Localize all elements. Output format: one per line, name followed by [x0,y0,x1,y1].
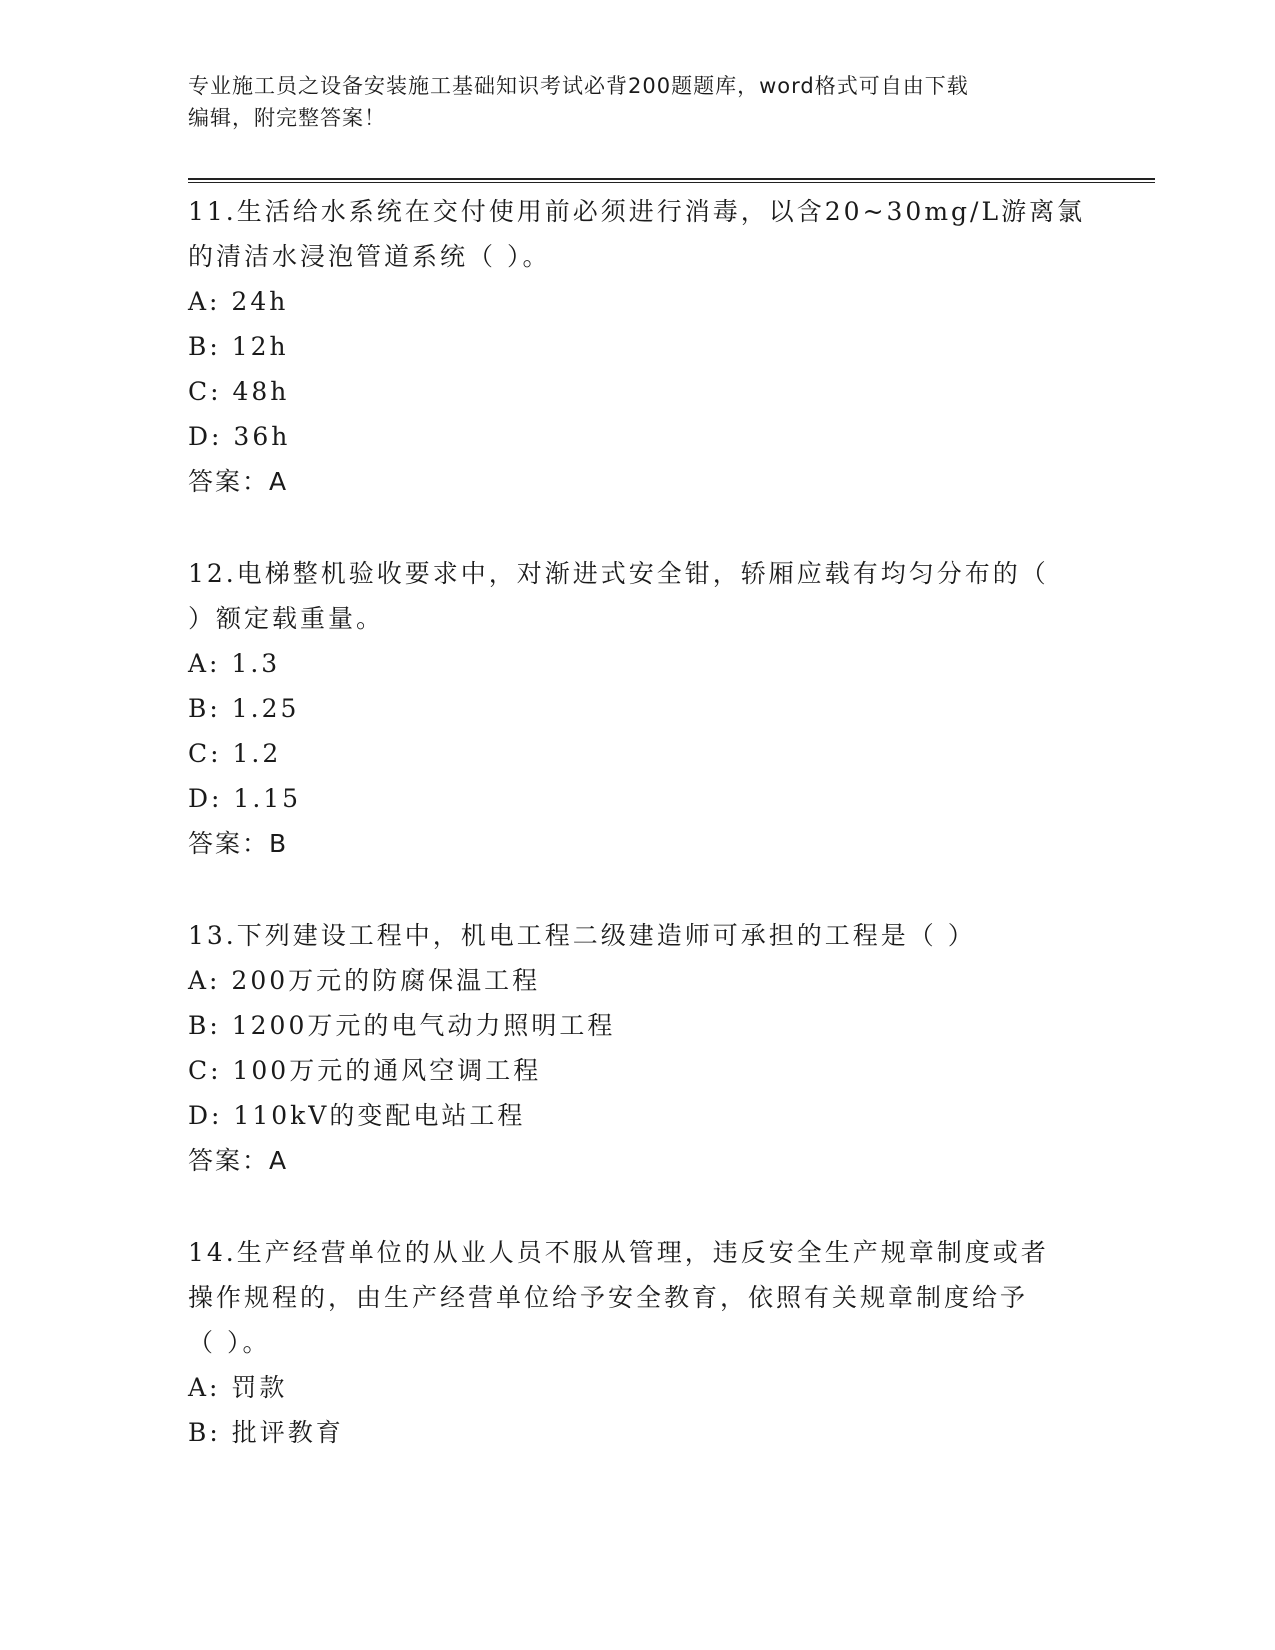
answer: 答案：B [188,829,289,858]
option-a: A: 200万元的防腐保温工程 [188,966,541,995]
option-c: C: 1.2 [188,739,282,768]
question-stem-line: 14.生产经营单位的从业人员不服从管理，违反安全生产规章制度或者 [188,1238,1049,1267]
question-stem-line: ）额定载重量。 [188,604,385,633]
question-stem-line: 11.生活给水系统在交付使用前必须进行消毒，以含20~30mg/L游离氯 [188,197,1086,226]
page-header [188,70,1068,134]
question-list [188,189,1088,1502]
option-d: D: 110kV的变配电站工程 [188,1101,526,1130]
header-line-2: 编辑，附完整答案！ [188,106,386,130]
answer: 答案：A [188,1146,289,1175]
option-a: A: 1.3 [188,649,281,678]
question-stem [188,1230,1088,1365]
question-stem-line: 12.电梯整机验收要求中，对渐进式安全钳，轿厢应载有均匀分布的（ [188,559,1049,588]
option-c: C: 48h [188,377,290,406]
question-stem-line: 的清洁水浸泡管道系统（ ）。 [188,242,551,271]
answer: 答案：A [188,467,289,496]
question-stem-line: 13.下列建设工程中，机电工程二级建造师可承担的工程是（ ） [188,921,976,950]
option-b: B: 1200万元的电气动力照明工程 [188,1011,616,1040]
question-13 [188,913,1088,1183]
question-stem [188,551,1088,641]
option-a: A: 罚款 [188,1373,288,1402]
option-c: C: 100万元的通风空调工程 [188,1056,542,1085]
option-d: D: 36h [188,422,291,451]
header-line-1: 专业施工员之设备安装施工基础知识考试必背200题题库，word格式可自由下载 [188,74,969,98]
option-b: B: 12h [188,332,289,361]
option-b: B: 批评教育 [188,1418,344,1447]
question-12 [188,551,1088,866]
question-stem [188,913,1088,958]
question-11 [188,189,1088,504]
question-14 [188,1230,1088,1455]
question-stem-line: 操作规程的，由生产经营单位给予安全教育，依照有关规章制度给予 [188,1283,1029,1312]
option-d: D: 1.15 [188,784,302,813]
question-stem [188,189,1088,279]
option-b: B: 1.25 [188,694,300,723]
option-a: A: 24h [188,287,289,316]
question-stem-line: （ ）。 [188,1328,271,1357]
header-divider [188,178,1155,183]
